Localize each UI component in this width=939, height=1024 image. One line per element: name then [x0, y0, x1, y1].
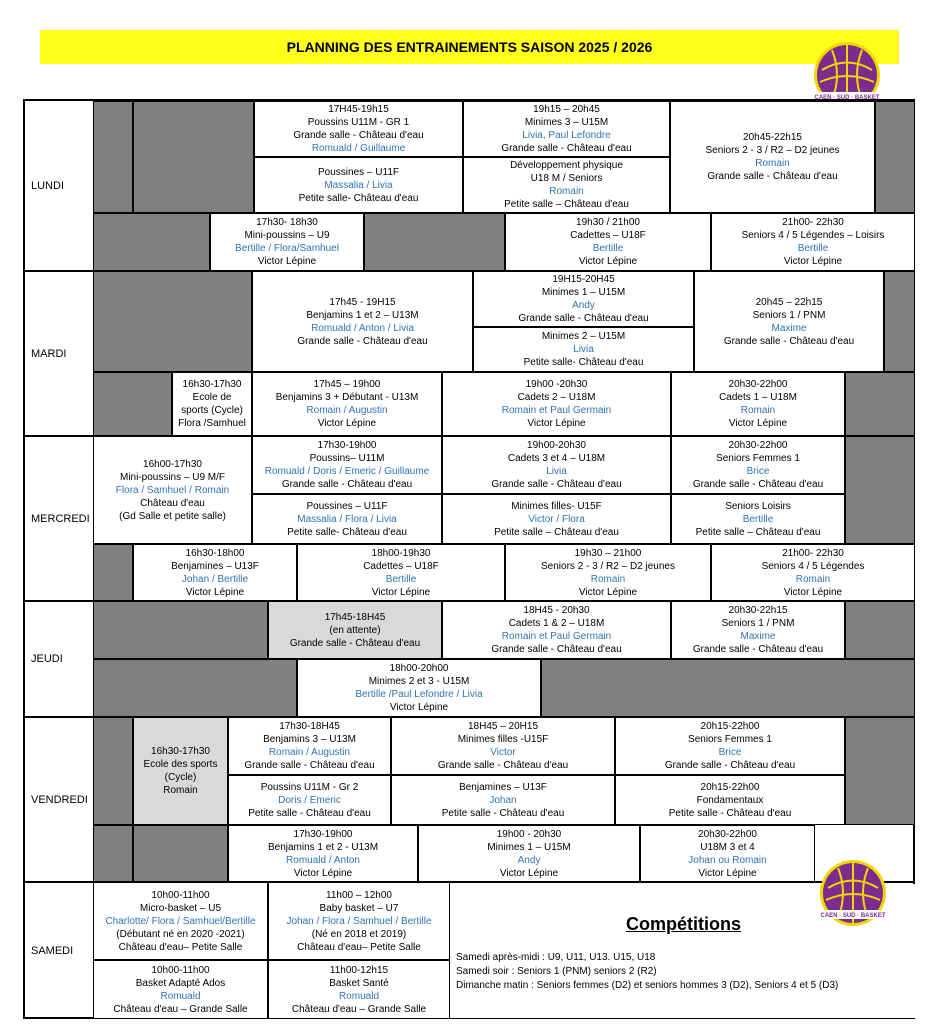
session-slot — [442, 372, 671, 436]
session-line: Grande salle - Château d'eau — [491, 479, 622, 490]
session-slot — [268, 960, 450, 1019]
session-line: Bertille — [742, 513, 774, 525]
session-line: Petite salle - Château d'eau — [248, 807, 371, 819]
session-line: Petite salle - Château d'eau — [441, 807, 565, 819]
session-line: Seniors 4 / 5 Légendes – Loisirs — [741, 230, 885, 241]
unavailable-slot — [541, 659, 915, 717]
session-slot — [93, 960, 268, 1019]
session-line: Victor Lépine — [389, 702, 449, 713]
session-line: Romain / Augustin — [268, 747, 351, 758]
session-line: 20h30-22h00 — [728, 440, 788, 451]
session-line: 17h45 - 19H15 — [329, 296, 396, 308]
session-line: Romain et Paul Germain — [501, 631, 612, 642]
session-line: 17h45 – 19h00 — [313, 379, 381, 390]
unavailable-slot — [93, 101, 133, 213]
session-line: Petite salle – Château d'eau — [504, 199, 629, 210]
session-line: U18M 3 et 4 — [700, 841, 755, 853]
session-line: 11h00 – 12h00 — [326, 889, 392, 901]
session-line: Seniors 2 - 3 / R2 – D2 jeunes — [541, 560, 675, 572]
session-line: sports (Cycle) — [181, 405, 243, 416]
session-slot — [505, 544, 711, 601]
session-line: 17h45-18H45 — [324, 611, 386, 623]
session-slot — [252, 494, 442, 544]
session-line: Victor Lépine — [578, 256, 638, 267]
session-line: Livia — [573, 344, 594, 355]
session-slot — [442, 436, 671, 494]
unavailable-slot — [364, 213, 505, 271]
session-line: Baby basket – U7 — [319, 902, 399, 914]
session-line: Grande salle - Château d'eau — [244, 760, 375, 771]
session-line: Ecole de — [192, 392, 232, 403]
session-line: 20h30-22h00 — [698, 828, 757, 840]
session-line: Romain — [795, 573, 831, 585]
session-slot — [252, 436, 442, 494]
session-slot — [615, 717, 845, 775]
session-slot — [463, 157, 670, 213]
session-line: Poussins– U11M — [309, 453, 385, 464]
day-mercredi: MERCREDI — [31, 512, 90, 525]
session-line: U18 M / Seniors — [530, 173, 603, 184]
session-line: 10h00-11h00 — [151, 964, 210, 976]
session-line: Andy — [517, 854, 541, 866]
session-line: Benjamins 3 – U13M — [263, 734, 356, 745]
session-slot — [442, 494, 671, 544]
session-line: Grande salle - Château d'eau — [297, 335, 428, 347]
session-line: Développement physique — [510, 160, 623, 171]
session-line: Victor / Flora — [528, 513, 585, 525]
session-line: Romuald / Doris / Emeric / Guillaume — [264, 466, 430, 477]
session-slot — [133, 544, 297, 601]
session-line: 18h00-20h00 — [389, 663, 449, 674]
unavailable-slot — [93, 659, 297, 717]
session-line: Petite salle – Château d'eau — [494, 526, 619, 538]
session-line: Château d'eau– Petite Salle — [297, 941, 421, 953]
session-slot — [210, 213, 364, 271]
session-line: Cadettes – U18F — [570, 230, 646, 241]
session-slot — [391, 717, 615, 775]
session-line: Victor Lépine — [317, 418, 377, 429]
session-line: Johan / Flora / Samhuel / Bertille — [286, 915, 432, 927]
session-line: Benjamines – U13F — [459, 781, 547, 793]
competitions-title: Compétitions — [626, 914, 741, 934]
session-slot — [297, 544, 505, 601]
session-slot — [670, 101, 875, 213]
session-line: Minimes filles- U15F — [511, 500, 602, 512]
session-line: Château d'eau – Grande Salle — [291, 1003, 427, 1015]
logo-text: CAEN · SUD · BASKET — [820, 913, 886, 919]
session-line: Petite salle – Château d'eau — [695, 526, 821, 538]
session-line: Romuald / Guillaume — [311, 143, 406, 154]
day-mardi: MARDI — [31, 347, 67, 360]
session-line: (Gd Salle et petite salle) — [119, 510, 226, 522]
session-slot — [671, 494, 845, 544]
session-line: 20h30-22h15 — [728, 605, 788, 616]
session-line: Poussines – U11F — [306, 500, 388, 512]
session-line: Cadets 1 – U18M — [719, 392, 797, 403]
session-line: 17h30-18H45 — [279, 721, 340, 732]
session-line: Johan ou Romain — [688, 854, 767, 866]
session-line: Château d'eau – Grande Salle — [113, 1003, 248, 1015]
session-line: Seniors 1 / PNM — [721, 618, 795, 629]
session-line: Mini-poussins – U9 M/F — [119, 471, 226, 483]
session-line: 19h15 – 20h45 — [533, 104, 600, 115]
session-line: Poussins U11M - Gr 2 — [260, 781, 359, 793]
session-slot-school — [133, 717, 228, 825]
session-line: Victor Lépine — [257, 256, 317, 267]
session-line: Ecole des sports — [143, 759, 218, 770]
session-line: Romain — [549, 186, 584, 197]
session-line: Romain / Augustin — [306, 405, 388, 416]
session-line: 18H45 - 20h30 — [523, 605, 590, 616]
session-line: Cadets 2 – U18M — [517, 392, 596, 403]
session-line: Grande salle - Château d'eau — [289, 637, 421, 649]
session-slot — [252, 271, 473, 372]
session-line: (Débutant né en 2020 -2021) — [116, 928, 245, 940]
session-line: Grande salle - Château d'eau — [692, 479, 824, 490]
session-slot — [297, 659, 541, 717]
session-slot — [711, 544, 915, 601]
session-line: 16h30-18h00 — [185, 547, 245, 559]
session-slot — [615, 775, 845, 825]
session-line: Grande salle - Château d'eau — [501, 143, 632, 154]
session-line: Bertille /Paul Lefondre / Livia — [355, 689, 483, 700]
session-line: Massalia / Livia — [324, 179, 393, 191]
unavailable-slot — [93, 213, 210, 271]
session-line: Romuald / Anton / Livia — [311, 322, 414, 334]
session-slot — [268, 882, 450, 960]
session-slot — [711, 213, 915, 271]
session-line: Johan / Bertille — [181, 573, 249, 585]
day-vendredi: VENDREDI — [31, 793, 88, 806]
session-line: 11h00-12h15 — [329, 964, 389, 976]
session-slot — [640, 825, 815, 882]
day-jeudi: JEUDI — [31, 653, 63, 665]
session-slot — [93, 882, 268, 960]
session-line: Grande salle - Château d'eau — [437, 760, 569, 771]
session-line: Petite salle - Château d'eau — [668, 807, 792, 819]
session-line: Victor Lépine — [185, 586, 245, 598]
session-line: Basket Santé — [329, 977, 389, 989]
session-line: Minimes 2 – U15M — [541, 331, 626, 342]
session-line: 19h30 / 21h00 — [576, 217, 640, 228]
session-slot — [254, 157, 463, 213]
session-line: 16h00-17h30 — [143, 458, 202, 470]
unavailable-slot — [845, 601, 915, 659]
session-line: Romuald — [338, 990, 380, 1002]
session-line: Poussines – U11F — [318, 166, 399, 178]
session-line: 20h45-22h15 — [743, 132, 802, 143]
competition-line: Samedi soir : Seniors 1 (PNM) seniors 2 (R2) — [456, 966, 657, 977]
session-line: 17h30- 18h30 — [256, 217, 318, 228]
session-line: 17h30-19h00 — [317, 440, 377, 451]
session-line: Johan — [489, 794, 517, 806]
day-lundi: LUNDI — [31, 180, 65, 192]
session-slot — [418, 825, 640, 882]
session-slot — [442, 601, 671, 659]
session-slot-pending — [268, 601, 442, 659]
session-line: Brice — [718, 747, 742, 758]
session-line: Grande salle - Château d'eau — [692, 644, 824, 655]
session-line: Benjamins 1 et 2 - U13M — [267, 841, 379, 853]
session-line: Victor Lépine — [578, 586, 638, 598]
session-line: Micro-basket – U5 — [139, 902, 222, 914]
session-line: Basket Adapté Ados — [135, 977, 226, 989]
session-line: Massalia / Flora / Livia — [297, 513, 397, 525]
session-line: Seniors Femmes 1 — [716, 453, 800, 464]
session-line: Romain — [590, 573, 626, 585]
session-line: 17H45-19h15 — [328, 104, 389, 115]
unavailable-slot — [93, 372, 172, 436]
session-line: Andy — [572, 300, 595, 311]
session-line: Bertille — [797, 243, 829, 254]
session-line: 18H45 – 20H15 — [467, 721, 539, 732]
unavailable-slot — [93, 717, 133, 825]
session-line: Minimes 1 – U15M — [541, 287, 626, 298]
session-line: Bertille — [592, 243, 624, 254]
unavailable-slot — [93, 544, 133, 601]
session-line: 21h00- 22h30 — [782, 547, 844, 559]
session-line: Romain et Paul Germain — [501, 405, 612, 416]
session-line: Victor Lépine — [371, 586, 431, 598]
session-line: Benjamins 1 et 2 – U13M — [306, 309, 419, 321]
session-line: Seniors 1 / PNM — [752, 309, 826, 321]
session-slot — [671, 372, 845, 436]
session-line: (Né en 2018 et 2019) — [311, 928, 407, 940]
session-line: Victor Lépine — [527, 418, 586, 429]
session-line: 19H15-20H45 — [552, 274, 615, 285]
session-line: Petite salle- Château d'eau — [523, 357, 644, 368]
session-line: Flora / Samhuel / Romain — [115, 484, 230, 496]
unavailable-slot — [93, 825, 133, 882]
unavailable-slot — [133, 101, 254, 213]
session-line: Victor Lépine — [728, 418, 788, 429]
session-line: 16h30-17h30 — [151, 746, 210, 757]
session-line: 20h15-22h00 — [700, 721, 760, 732]
session-line: Grande salle - Château d'eau — [707, 171, 838, 182]
page-title: PLANNING DES ENTRAINEMENTS SAISON 2025 / 2026 — [40, 30, 899, 64]
unavailable-slot — [884, 271, 915, 372]
session-line: Benjamines – U13F — [171, 560, 259, 572]
session-line: Victor — [490, 747, 516, 758]
session-line: Brice — [746, 466, 770, 477]
session-line: Benjamins 3 + Débutant - U13M — [275, 392, 419, 403]
session-line: Fondamentaux — [696, 794, 764, 806]
session-line: Romain — [755, 158, 790, 169]
session-line: Livia, Paul Lefondre — [522, 130, 611, 141]
session-line: Romuald — [160, 990, 201, 1002]
session-line: Seniors Femmes 1 — [688, 734, 772, 745]
session-line: 18h00-19h30 — [371, 547, 431, 559]
session-slot — [172, 372, 252, 436]
session-line: 19h30 – 21h00 — [574, 547, 642, 559]
session-slot — [252, 372, 442, 436]
session-line: 19h00 - 20h30 — [496, 828, 562, 840]
session-line: Grande salle - Château d'eau — [518, 313, 649, 324]
session-slot — [694, 271, 884, 372]
unavailable-slot — [845, 436, 915, 544]
session-slot — [463, 101, 670, 157]
session-line: Château d'eau — [140, 497, 205, 509]
session-line: Mini-poussins – U9 — [244, 230, 330, 241]
session-line: (en attente) — [329, 624, 381, 636]
session-line: 21h00- 22h30 — [782, 217, 844, 228]
session-line: Romain — [163, 785, 198, 796]
unavailable-slot — [133, 825, 228, 882]
session-line: Petite salle- Château d'eau — [298, 192, 419, 204]
session-line: Bertille / Flora/Samhuel — [235, 243, 339, 254]
unavailable-slot — [875, 101, 915, 213]
session-line: Seniors 4 / 5 Légendes — [761, 560, 865, 572]
session-slot — [671, 601, 845, 659]
session-line: (Cycle) — [164, 772, 197, 783]
session-line: Maxime — [771, 322, 807, 334]
session-line: Livia — [546, 466, 567, 477]
session-slot — [391, 775, 615, 825]
session-line: 20h15-22h00 — [700, 781, 760, 793]
session-line: 19h00-20h30 — [527, 440, 586, 451]
session-line: Château d'eau– Petite Salle — [118, 941, 243, 953]
logo-text: CAEN · SUD · BASKET — [814, 95, 880, 101]
session-line: 19h00 -20h30 — [525, 379, 588, 390]
session-line: 10h00-11h00 — [151, 889, 210, 901]
session-line: Minimes 2 et 3 - U15M — [368, 676, 470, 687]
session-line: Grande salle - Château d'eau — [293, 130, 424, 141]
session-line: Cadets 3 et 4 – U18M — [507, 453, 606, 464]
unavailable-slot — [93, 601, 268, 659]
session-line: Seniors 2 - 3 / R2 – D2 jeunes — [705, 145, 840, 156]
session-line: Victor Lépine — [499, 867, 559, 879]
session-line: Minimes filles -U15F — [457, 734, 549, 745]
session-line: Victor Lépine — [783, 256, 843, 267]
session-line: Poussins U11M - GR 1 — [307, 117, 410, 128]
session-slot — [93, 436, 252, 544]
club-logo-bottom — [818, 858, 888, 928]
session-line: 20h30-22h00 — [728, 379, 788, 390]
session-slot — [254, 101, 463, 157]
competition-line: Samedi après-midi : U9, U11, U13. U15, U18 — [456, 952, 656, 963]
unavailable-slot — [93, 271, 252, 372]
session-slot — [473, 327, 694, 372]
session-line: 20h45 – 22h15 — [755, 296, 823, 308]
session-slot — [505, 213, 711, 271]
session-line: Charlotte/ Flora / Samhuel/Bertille — [105, 915, 256, 927]
session-slot — [671, 436, 845, 494]
session-line: Romain — [740, 405, 776, 416]
session-line: Romuald / Anton — [286, 854, 360, 866]
session-line: Minimes 1 – U15M — [487, 841, 571, 853]
session-line: Grande salle - Château d'eau — [281, 479, 413, 490]
unavailable-slot — [845, 717, 915, 825]
session-slot — [228, 775, 391, 825]
session-line: Grande salle - Château d'eau — [491, 644, 622, 655]
session-line: Seniors Loisirs — [725, 500, 791, 512]
session-line: Victor Lépine — [698, 867, 757, 879]
session-line: Doris / Emeric — [278, 794, 341, 806]
session-line: Bertille — [385, 573, 417, 585]
session-line: Victor Lépine — [783, 586, 843, 598]
session-line: Petite salle- Château d'eau — [287, 526, 407, 538]
session-slot — [228, 825, 418, 882]
session-line: Maxime — [740, 631, 776, 642]
session-line: Victor Lépine — [293, 867, 353, 879]
session-line: Minimes 3 – U15M — [524, 117, 609, 128]
unavailable-slot — [845, 372, 915, 436]
session-line: Flora /Samhuel — [178, 418, 246, 429]
session-slot — [228, 717, 391, 775]
competition-line: Dimanche matin : Seniors femmes (D2) et seniors hommes 3 (D2), Seniors 4 et 5 (D3) — [456, 980, 839, 991]
session-line: Grande salle - Château d'eau — [723, 335, 855, 347]
session-line: 17h30-19h00 — [293, 828, 353, 840]
session-slot — [473, 271, 694, 327]
session-line: 16h30-17h30 — [182, 379, 242, 390]
session-line: Grande salle - Château d'eau — [664, 760, 796, 771]
session-line: Cadettes – U18F — [363, 560, 439, 572]
day-samedi: SAMEDI — [31, 944, 74, 957]
session-line: Cadets 1 & 2 – U18M — [508, 618, 605, 629]
